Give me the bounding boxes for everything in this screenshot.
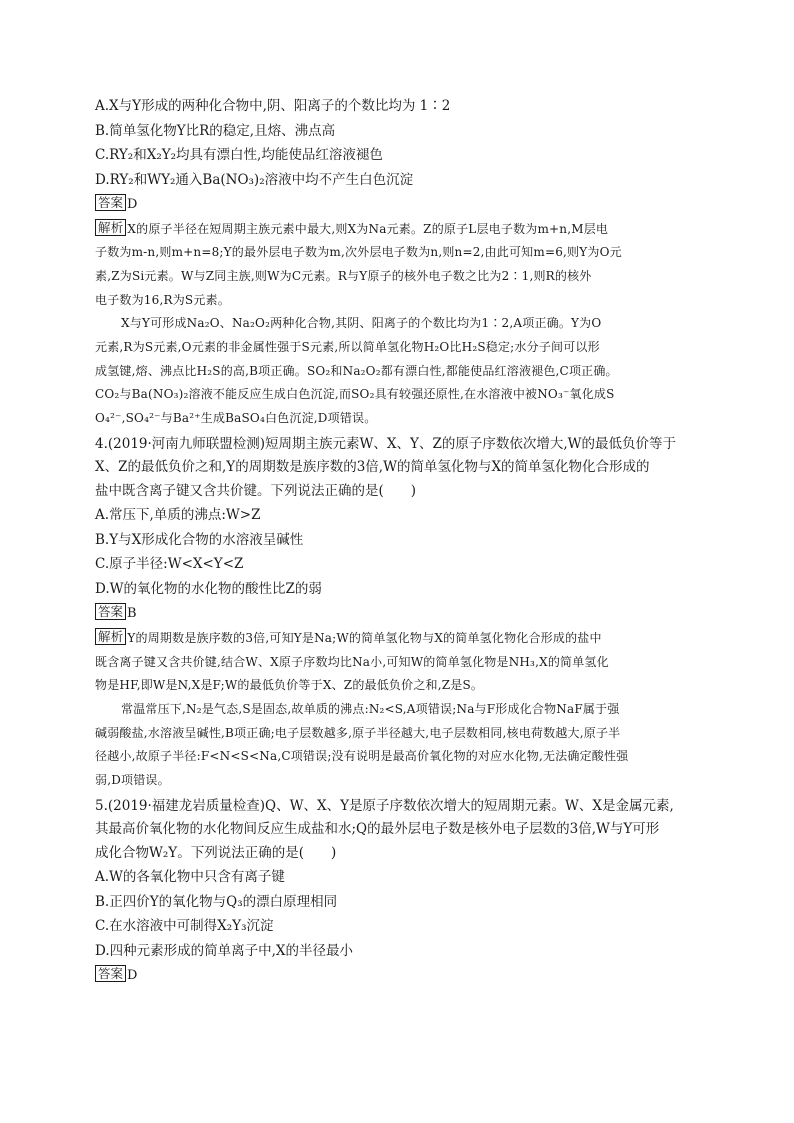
question-stem: 4.(2019·河南九师联盟检测)短周期主族元素W、X、Y、Z的原子序数依次增大,W的最低负价等于 — [95, 435, 677, 452]
analysis-text: 物是HF,即W是N,X是F;W的最低负价等于X、Z的最低负价之和,Z是S。 — [95, 678, 484, 693]
answer-tag: 答案 — [95, 194, 126, 211]
option-b: B.Y与X形成化合物的水溶液呈碱性 — [95, 531, 304, 548]
option-c: C.原子半径:W<X<Y<Z — [95, 556, 244, 573]
option-d: D.四种元素形成的简单离子中,X的半径最小 — [95, 942, 354, 959]
question-stem: 成化合物W₂Y。下列说法正确的是( ) — [95, 844, 337, 861]
answer-value: D — [127, 197, 138, 212]
option-a: A.常压下,单质的沸点:W>Z — [95, 507, 261, 524]
question-stem: 其最高价氧化物的水化物间反应生成盐和水;Q的最外层电子数是核外电子层数的3倍,W与Y可形 — [95, 821, 660, 838]
question-stem: 5.(2019·福建龙岩质量检查)Q、W、X、Y是原子序数依次增大的短周期元素。W、X是金属元素, — [95, 797, 674, 814]
analysis-text: 电子数为16,R为S元素。 — [95, 292, 230, 307]
answer-value: D — [127, 968, 138, 984]
option-c: C.在水溶液中可制得X₂Y₃沉淀 — [95, 918, 274, 935]
analysis-text: X的原子半径在短周期主族元素中最大,则X为Na元素。Z的原子L层电子数为m+n,M层电 — [127, 221, 609, 236]
analysis-text: 常温常压下,N₂是气态,S是固态,故单质的沸点:N₂<S,A项错误;Na与F形成化合物NaF属于强 — [121, 701, 620, 716]
question-stem: 盐中既含离子键又含共价键。下列说法正确的是( ) — [95, 482, 417, 499]
analysis-text: CO₂与Ba(NO₃)₂溶液不能反应生成白色沉淀,而SO₂具有较强还原性,在水溶液中被NO₃⁻氧化成S — [95, 387, 615, 402]
analysis-tag: 解析 — [95, 628, 126, 645]
analysis-text: 既含离子键又含共价键,结合W、X原子序数均比Na小,可知W的简单氢化物是NH₃,X的简单氢化 — [95, 654, 609, 669]
analysis-tag: 解析 — [95, 219, 126, 236]
analysis-line — [95, 627, 695, 651]
option-a: A.W的各氧化物中只含有离子键 — [95, 869, 285, 886]
option-b: B.正四价Y的氧化物与Q₃的漂白原理相同 — [95, 893, 338, 910]
option-b: B.简单氢化物Y比R的稳定,且熔、沸点高 — [95, 122, 336, 139]
analysis-text: 弱,D项错误。 — [95, 773, 170, 788]
analysis-text: O₄²⁻,SO₄²⁻与Ba²⁺生成BaSO₄白色沉淀,D项错误。 — [95, 411, 377, 426]
analysis-line — [95, 218, 695, 242]
answer-tag: 答案 — [95, 603, 126, 620]
analysis-text: Y的周期数是族序数的3倍,可知Y是Na;W的简单氢化物与X的简单氢化物化合形成的盐中 — [127, 630, 602, 645]
answer-line — [95, 601, 695, 627]
analysis-text: 碱弱酸盐,水溶液呈碱性,B项正确;电子层数越多,原子半径越大,电子层数相同,核电荷数越大,原子半 — [95, 725, 621, 740]
document-page — [95, 94, 695, 989]
answer-line — [95, 192, 695, 218]
analysis-text: X与Y可形成Na₂O、Na₂O₂两种化合物,其阴、阳离子的个数比均为1∶2,A项正确。Y为O — [121, 316, 602, 331]
analysis-text: 成氢键,熔、沸点比H₂S的高,B项正确。SO₂和Na₂O₂都有漂白性,都能使品红溶液褪色,C项正确。 — [95, 363, 618, 378]
option-c: C.RY₂和X₂Y₂均具有漂白性,均能使品红溶液褪色 — [95, 147, 383, 163]
option-d: D.W的氧化物的水化物的酸性比Z的弱 — [95, 580, 322, 597]
analysis-text: 径越小,故原子半径:F<N<S<Na,C项错误;没有说明是最高价氧化物的对应水化物,无法确定酸性强 — [95, 749, 629, 764]
answer-tag: 答案 — [95, 965, 126, 982]
option-a: A.X与Y形成的两种化合物中,阴、阳离子的个数比均为 1∶2 — [95, 98, 451, 114]
analysis-text: 子数为m-n,则m+n=8;Y的最外层电子数为m,次外层电子数为n,则n=2,由此可知m=6,则Y为O元 — [95, 245, 622, 260]
analysis-text: 素,Z为Si元素。W与Z同主族,则W为C元素。R与Y原子的核外电子数之比为2∶1,则R的核外 — [95, 268, 592, 283]
analysis-text: 元素,R为S元素,O元素的非金属性强于S元素,所以简单氢化物H₂O比H₂S稳定;水分子间可以形 — [95, 340, 600, 355]
answer-line — [95, 963, 695, 989]
option-d: D.RY₂和WY₂通入Ba(NO₃)₂溶液中均不产生白色沉淀 — [95, 171, 414, 188]
question-stem: X、Z的最低负价之和,Y的周期数是族序数的3倍,W的简单氢化物与X的简单氢化物化合形成的 — [95, 459, 650, 476]
answer-value: B — [127, 606, 137, 622]
